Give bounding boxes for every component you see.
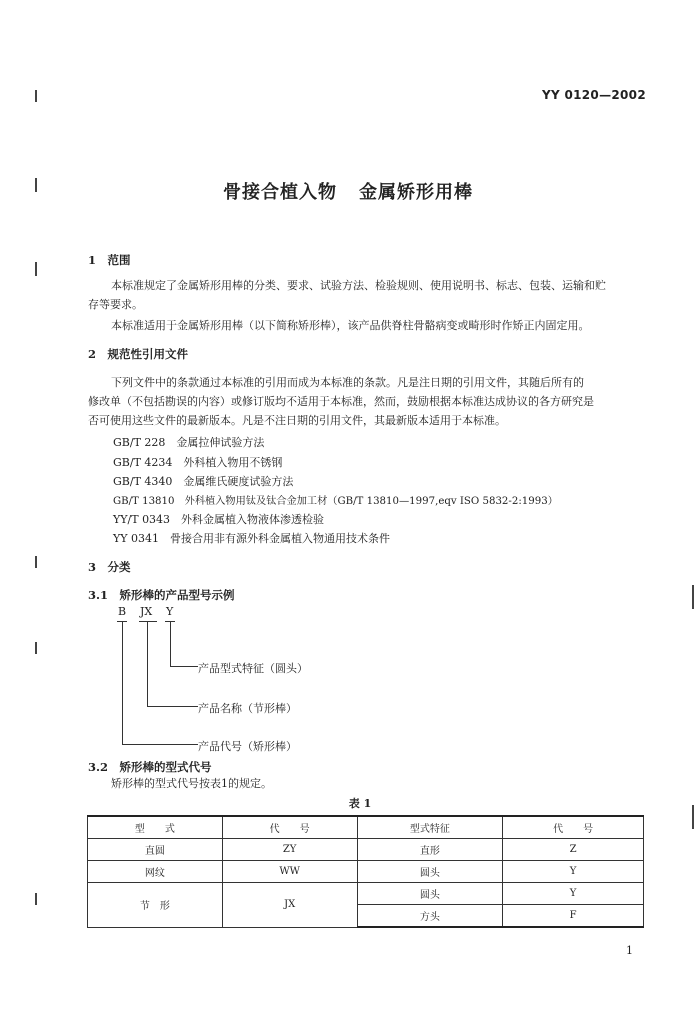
title-part1: 骨接合植入物	[223, 182, 337, 203]
binding-mark	[692, 585, 694, 609]
model-code-b: B	[118, 605, 127, 618]
references-para-line3: 否可使用这些文件的最新版本。凡是不注日期的引用文件，其最新版本适用于本标准。	[88, 414, 506, 427]
leader-horizontal-b	[122, 744, 198, 745]
reference-item: YY 0341 骨接合用非有源外科金属植入物通用技术条件	[113, 532, 391, 545]
table-cell-type: 网纹	[88, 861, 223, 883]
reference-item: GB/T 4234 外科植入物用不锈钢	[113, 456, 283, 469]
document-title	[0, 178, 696, 204]
table-cell-type: 直圆	[88, 839, 223, 861]
model-label-name: 产品名称（节形棒）	[198, 702, 297, 715]
table-cell-feature: 圆头	[357, 861, 503, 883]
model-code-y: Y	[166, 605, 174, 618]
reference-item: GB/T 4340 金属维氏硬度试验方法	[113, 475, 294, 488]
table-caption: 表 1	[348, 797, 372, 810]
table-header-row	[88, 816, 644, 839]
leader-horizontal-jx	[147, 706, 198, 707]
table-cell-feature: 方头	[357, 905, 503, 928]
binding-mark	[35, 262, 37, 276]
table-cell-feature-code: F	[503, 905, 644, 928]
table-row	[88, 883, 644, 905]
type-codes-text: 矫形棒的型式代号按表1的规定。	[111, 777, 272, 790]
section-heading-scope: 1 范围	[88, 253, 131, 267]
title-part2: 金属矫形用棒	[359, 182, 473, 203]
binding-mark	[35, 893, 37, 905]
section-heading-references: 2 规范性引用文件	[88, 347, 189, 361]
table-header-cell: 型式特征	[357, 816, 503, 839]
model-code-jx: JX	[140, 605, 153, 618]
table-cell-feature-code: Y	[503, 883, 644, 905]
reference-item: GB/T 13810 外科植入物用钛及钛合金加工材（GB/T 13810—1997,eqv ISO 5832-2:1993）	[113, 496, 558, 507]
underline-jx	[139, 621, 157, 622]
table-cell-code: ZY	[222, 839, 357, 861]
binding-mark	[35, 642, 37, 654]
table-row	[88, 839, 644, 861]
table-row	[88, 861, 644, 883]
model-label-feature: 产品型式特征（圆头）	[198, 662, 308, 675]
model-label-code: 产品代号（矫形棒）	[198, 740, 297, 753]
binding-mark	[35, 556, 37, 568]
type-code-table	[87, 815, 644, 928]
leader-vertical-b	[122, 622, 123, 744]
scope-para1-line2: 存等要求。	[88, 298, 143, 311]
subsection-heading-type-codes: 3.2 矫形棒的型式代号	[88, 760, 212, 774]
reference-item: GB/T 228 金属拉伸试验方法	[113, 436, 265, 449]
binding-mark	[35, 90, 37, 102]
table-cell-type: 节 形	[88, 883, 223, 928]
references-para-line2: 修改单（不包括勘误的内容）或修订版均不适用于本标准，然而，鼓励根据本标准达成协议的各方研究是	[88, 395, 594, 408]
table-cell-feature: 圆头	[357, 883, 503, 905]
table-cell-code: JX	[222, 883, 357, 928]
references-para-line1: 下列文件中的条款通过本标准的引用而成为本标准的条款。凡是注日期的引用文件，其随后所有的	[111, 376, 584, 389]
leader-vertical-jx	[147, 622, 148, 706]
table-cell-feature: 直形	[357, 839, 503, 861]
section-heading-classification: 3 分类	[88, 560, 131, 574]
standard-number: YY 0120—2002	[542, 88, 646, 102]
subsection-heading-model-example: 3.1 矫形棒的产品型号示例	[88, 588, 235, 602]
table-header-cell: 代 号	[222, 816, 357, 839]
leader-horizontal-y	[170, 666, 198, 667]
table-header-cell: 型 式	[88, 816, 223, 839]
table-cell-feature-code: Z	[503, 839, 644, 861]
scope-para1-line1: 本标准规定了金属矫形用棒的分类、要求、试验方法、检验规则、使用说明书、标志、包装、运输和贮	[111, 279, 606, 292]
reference-item: YY/T 0343 外科金属植入物液体渗透检验	[113, 513, 325, 526]
scope-para2: 本标准适用于金属矫形用棒（以下简称矫形棒），该产品供脊柱骨骼病变或畸形时作矫正内固定用。	[111, 319, 590, 332]
table-header-cell: 代 号	[503, 816, 644, 839]
table-cell-feature-code: Y	[503, 861, 644, 883]
table-cell-code: WW	[222, 861, 357, 883]
leader-vertical-y	[170, 622, 171, 666]
page-number: 1	[626, 944, 633, 957]
